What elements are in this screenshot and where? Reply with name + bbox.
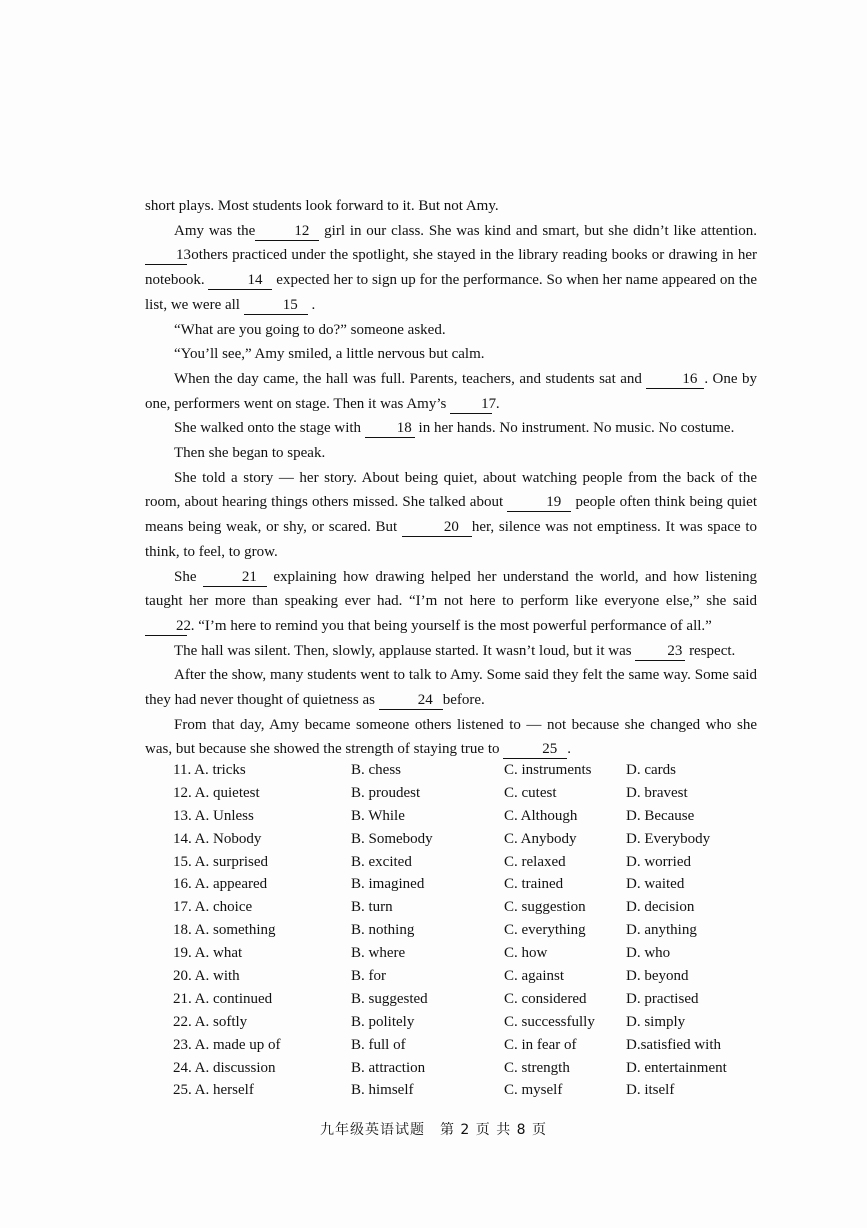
- blank-16: 16: [646, 371, 704, 389]
- option-b: B. full of: [351, 1036, 406, 1053]
- option-a: 18. A. something: [173, 922, 276, 939]
- option-row: [173, 873, 763, 896]
- option-a: 22. A. softly: [173, 1013, 248, 1030]
- passage-paragraph: “You’ll see,” Amy smiled, a little nervous but calm.: [174, 346, 485, 363]
- passage-paragraph: short plays. Most students look forward to it. But not Amy.: [145, 198, 499, 214]
- passage-paragraph: “What are you going to do?” someone asked.: [174, 321, 446, 338]
- option-c: C. considered: [504, 990, 587, 1007]
- option-c: C. myself: [504, 1082, 563, 1099]
- option-b: B. where: [351, 945, 406, 962]
- option-a: 12. A. quietest: [173, 784, 260, 801]
- option-row: [173, 1011, 763, 1034]
- option-c: C. successfully: [504, 1013, 595, 1030]
- option-d: D. Because: [626, 807, 695, 824]
- option-d: D. worried: [626, 853, 691, 870]
- option-d: D. Everybody: [626, 830, 711, 847]
- blank-22: 22: [145, 618, 187, 636]
- option-d: D. simply: [626, 1013, 686, 1030]
- passage-paragraph: Amy was the 12 girl in our class. She was kind and smart, but she didn’t like attention. 13 others practiced under the spotlight, she stayed in the library reading books or drawing in her notebook. 14 expected her to sign up for the performance. So when her name appeared on the list, we were all 15 .: [145, 222, 758, 313]
- option-d: D. bravest: [626, 784, 688, 801]
- option-a: 24. A. discussion: [173, 1059, 276, 1076]
- option-d: D. anything: [626, 922, 697, 939]
- option-row: [173, 782, 763, 805]
- option-row: [173, 988, 763, 1011]
- option-a: 15. A. surprised: [173, 853, 268, 870]
- option-c: C. strength: [504, 1059, 570, 1076]
- option-a: 19. A. what: [173, 945, 243, 962]
- passage-paragraph: She 21 explaining how drawing helped her understand the world, and how listening taught her more than speaking ever had. “I’m not here to perform like everyone else,” she said 22 . “I’m here to remind you that being yourself is the most powerful performance of all.”: [145, 568, 758, 634]
- passage-paragraph: She walked onto the stage with 18 in her hands. No instrument. No music. No costume.: [174, 420, 735, 437]
- option-row: [173, 919, 763, 942]
- passage-paragraph: She told a story — her story. About being quiet, about watching people from the back of the room, about hearing things others missed. She talked about 19 people often think being quiet means being weak, or shy, or scared. But 20 her, silence was not emptiness. It was space to think, to feel, to grow.: [145, 469, 758, 560]
- option-a: 14. A. Nobody: [173, 830, 262, 847]
- option-a: 11. A. tricks: [173, 762, 246, 778]
- page-footer: 九年级英语试题 第 2 页 共 8 页: [319, 1122, 548, 1138]
- passage-paragraph: When the day came, the hall was full. Parents, teachers, and students sat and 16 . One by one, performers went on stage. Then it was Amy’s 17 .: [145, 370, 757, 412]
- blank-24: 24: [379, 692, 443, 710]
- option-a: 16. A. appeared: [173, 876, 268, 893]
- option-c: C. cutest: [504, 784, 557, 801]
- option-b: B. nothing: [351, 922, 415, 939]
- option-a: 20. A. with: [173, 968, 240, 985]
- option-d: D. decision: [626, 899, 695, 916]
- option-c: C. trained: [504, 876, 564, 893]
- option-c: C. instruments: [504, 762, 592, 778]
- option-b: B. chess: [351, 762, 401, 778]
- option-a: 25. A. herself: [173, 1082, 254, 1099]
- blank-17: 17: [450, 396, 492, 414]
- option-d: D. waited: [626, 876, 685, 893]
- option-d: D. who: [626, 945, 671, 962]
- option-b: B. imagined: [351, 876, 425, 893]
- passage-paragraph: From that day, Amy became someone others listened to — not because she changed who she was, but because she showed the strength of staying true to 25 .: [145, 716, 757, 758]
- option-row: [173, 1034, 763, 1057]
- option-c: C. in fear of: [504, 1036, 577, 1053]
- option-row: [173, 965, 763, 988]
- option-b: B. attraction: [351, 1059, 426, 1076]
- option-d: D. practised: [626, 990, 699, 1007]
- blank-25: 25: [503, 741, 567, 759]
- option-d: D.satisfied with: [626, 1036, 721, 1053]
- option-c: C. suggestion: [504, 899, 586, 916]
- option-d: D. entertainment: [626, 1059, 727, 1076]
- cloze-passage: [145, 194, 757, 762]
- option-b: B. suggested: [351, 990, 428, 1007]
- option-c: C. everything: [504, 922, 586, 939]
- option-row: [173, 942, 763, 965]
- blank-15: 15: [244, 297, 308, 315]
- option-c: C. against: [504, 968, 564, 985]
- option-d: D. cards: [626, 762, 676, 778]
- option-b: B. politely: [351, 1013, 415, 1030]
- option-b: B. himself: [351, 1082, 414, 1099]
- option-b: B. While: [351, 807, 405, 824]
- passage-paragraph: Then she began to speak.: [174, 445, 326, 462]
- answer-options: [173, 759, 763, 1102]
- blank-13: 13: [145, 247, 187, 265]
- blank-19: 19: [507, 494, 571, 512]
- option-row: [173, 828, 763, 851]
- option-d: D. itself: [626, 1082, 675, 1099]
- blank-12: 12: [255, 223, 319, 241]
- option-c: C. Although: [504, 807, 578, 824]
- option-a: 17. A. choice: [173, 899, 253, 916]
- option-c: C. Anybody: [504, 830, 577, 847]
- option-a: 13. A. Unless: [173, 807, 254, 824]
- blank-21: 21: [203, 569, 267, 587]
- option-a: 23. A. made up of: [173, 1036, 281, 1053]
- option-d: D. beyond: [626, 968, 689, 985]
- option-row: [173, 851, 763, 874]
- option-b: B. excited: [351, 853, 412, 870]
- option-b: B. proudest: [351, 784, 421, 801]
- option-b: B. turn: [351, 899, 393, 916]
- passage-paragraph: After the show, many students went to talk to Amy. Some said they felt the same way. Some said they had never thought of quietness as 24 before.: [145, 667, 757, 709]
- option-b: B. Somebody: [351, 830, 433, 847]
- option-b: B. for: [351, 968, 386, 985]
- option-c: C. how: [504, 945, 548, 962]
- option-c: C. relaxed: [504, 853, 566, 870]
- blank-20: 20: [402, 519, 472, 537]
- passage-paragraph: The hall was silent. Then, slowly, applause started. It wasn’t loud, but it was 23 respect.: [174, 642, 736, 659]
- option-row: [173, 1057, 763, 1080]
- option-row: [173, 896, 763, 919]
- blank-23: 23: [635, 643, 685, 661]
- option-row: [173, 759, 763, 782]
- blank-14: 14: [208, 272, 272, 290]
- blank-18: 18: [365, 420, 415, 438]
- option-a: 21. A. continued: [173, 990, 273, 1007]
- option-row: [173, 1079, 763, 1102]
- option-row: [173, 805, 763, 828]
